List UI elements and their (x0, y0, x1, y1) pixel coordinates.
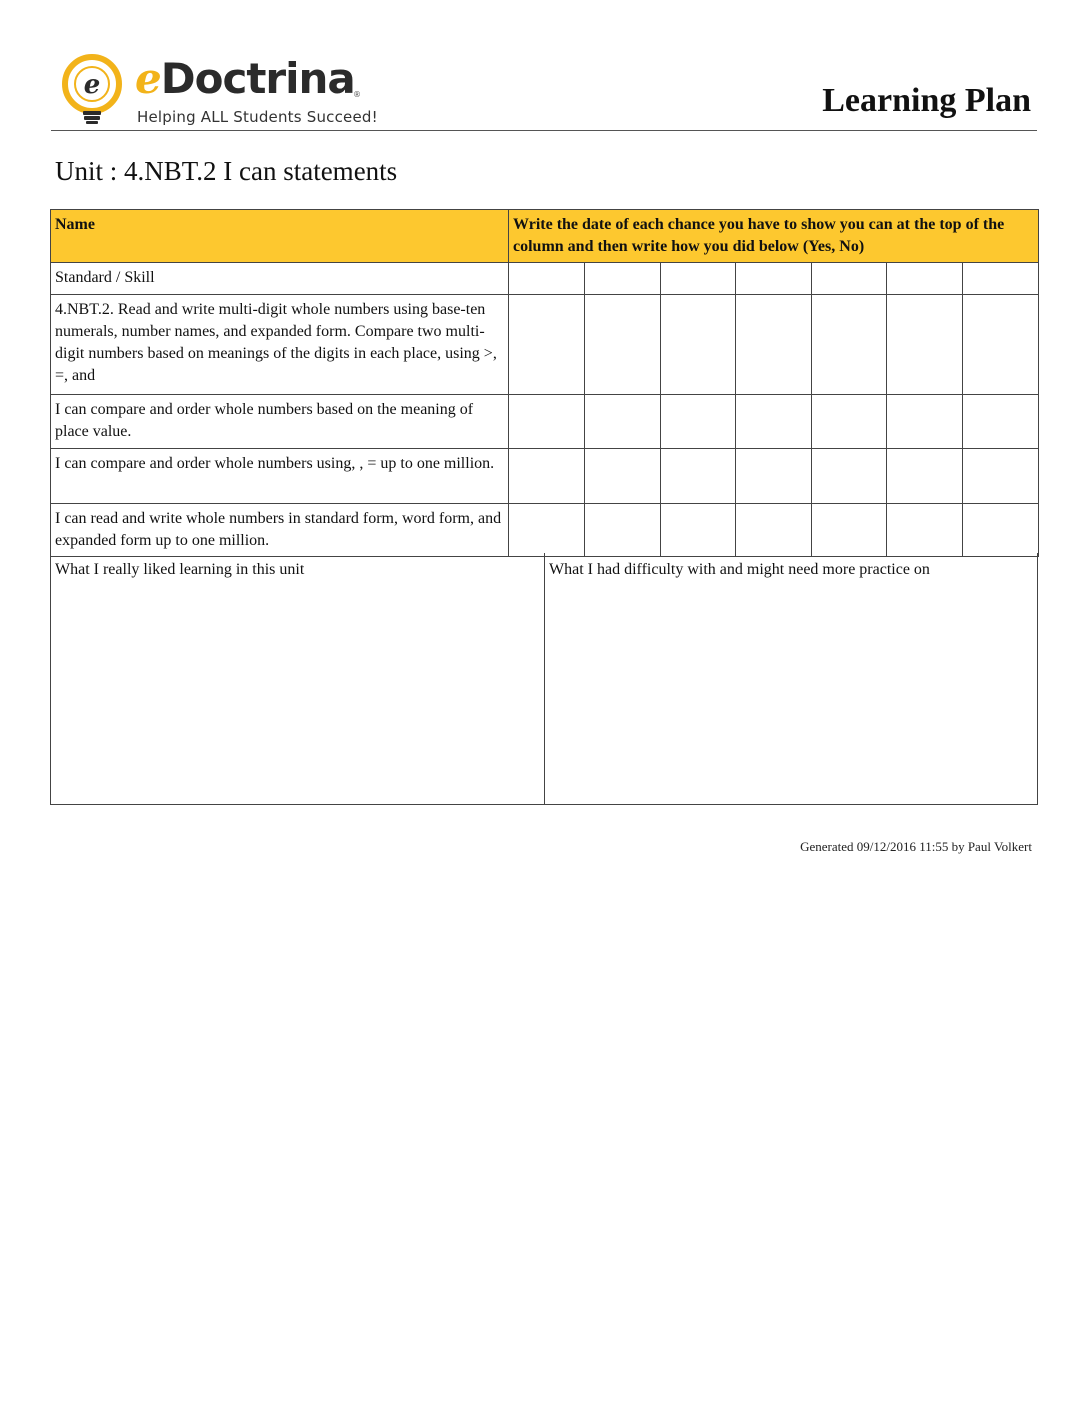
lightbulb-icon (55, 54, 129, 126)
logo-tagline: Helping ALL Students Succeed! (137, 108, 378, 126)
table-row (51, 449, 1039, 504)
date-cell[interactable] (812, 263, 887, 295)
result-cell[interactable] (887, 504, 963, 557)
result-cell[interactable] (736, 295, 812, 395)
result-cell[interactable] (585, 449, 661, 504)
date-cell[interactable] (736, 263, 812, 295)
result-cell[interactable] (585, 295, 661, 395)
table-row (51, 395, 1039, 449)
result-cell[interactable] (736, 395, 812, 449)
result-cell[interactable] (887, 295, 963, 395)
result-cell[interactable] (963, 504, 1039, 557)
registered-mark: ® (353, 90, 361, 99)
result-cell[interactable] (585, 504, 661, 557)
edoctrina-logo (55, 54, 378, 126)
result-cell[interactable] (963, 449, 1039, 504)
result-cell[interactable] (509, 295, 585, 395)
date-cell[interactable] (887, 263, 963, 295)
result-cell[interactable] (661, 449, 736, 504)
result-cell[interactable] (661, 295, 736, 395)
result-cell[interactable] (509, 395, 585, 449)
logo-word-rest: Doctrina (160, 54, 355, 103)
result-cell[interactable] (812, 295, 887, 395)
svg-text:e: e (83, 70, 101, 100)
difficulty-box[interactable] (545, 553, 1037, 804)
result-cell[interactable] (736, 449, 812, 504)
logo-word-prefix: e (135, 54, 161, 103)
skill-text: I can compare and order whole numbers based on the meaning of place value. (51, 395, 509, 449)
learning-plan-table (50, 209, 1039, 557)
result-cell[interactable] (812, 449, 887, 504)
result-cell[interactable] (812, 395, 887, 449)
result-cell[interactable] (736, 504, 812, 557)
name-header-cell[interactable]: Name (51, 210, 509, 263)
instructions-header-cell: Write the date of each chance you have to show you can at the top of the column and then write how you did below (Yes, No) (509, 210, 1039, 263)
result-cell[interactable] (509, 449, 585, 504)
table-row (51, 504, 1039, 557)
skill-text: I can compare and order whole numbers using, , = up to one million. (51, 449, 509, 504)
document-title: Learning Plan (822, 82, 1031, 119)
result-cell[interactable] (812, 504, 887, 557)
date-cell[interactable] (509, 263, 585, 295)
result-cell[interactable] (661, 504, 736, 557)
skill-text: I can read and write whole numbers in standard form, word form, and expanded form up to one million. (51, 504, 509, 557)
result-cell[interactable] (963, 395, 1039, 449)
logo-wordmark (135, 54, 355, 103)
result-cell[interactable] (887, 449, 963, 504)
generated-footer: Generated 09/12/2016 11:55 by Paul Volkert (800, 839, 1032, 854)
reflection-section (50, 553, 1038, 805)
date-cell[interactable] (661, 263, 736, 295)
table-subheader-row (51, 263, 1039, 295)
table-header-row (51, 210, 1039, 263)
table-row (51, 295, 1039, 395)
difficulty-label: What I had difficulty with and might need more practice on (549, 561, 930, 578)
result-cell[interactable] (963, 295, 1039, 395)
result-cell[interactable] (585, 395, 661, 449)
result-cell[interactable] (661, 395, 736, 449)
date-cell[interactable] (963, 263, 1039, 295)
liked-learning-box[interactable] (51, 553, 545, 804)
standard-text: 4.NBT.2. Read and write multi-digit whole numbers using base-ten numerals, number names, and expanded form. Compare two multi-digit numbers based on meanings of the digits in each place, using >, =, and (51, 295, 509, 395)
result-cell[interactable] (887, 395, 963, 449)
page-header (51, 52, 1037, 131)
unit-title: Unit : 4.NBT.2 I can statements (55, 156, 398, 186)
standard-skill-label: Standard / Skill (51, 263, 509, 295)
liked-learning-label: What I really liked learning in this unit (55, 561, 305, 578)
date-cell[interactable] (585, 263, 661, 295)
result-cell[interactable] (509, 504, 585, 557)
